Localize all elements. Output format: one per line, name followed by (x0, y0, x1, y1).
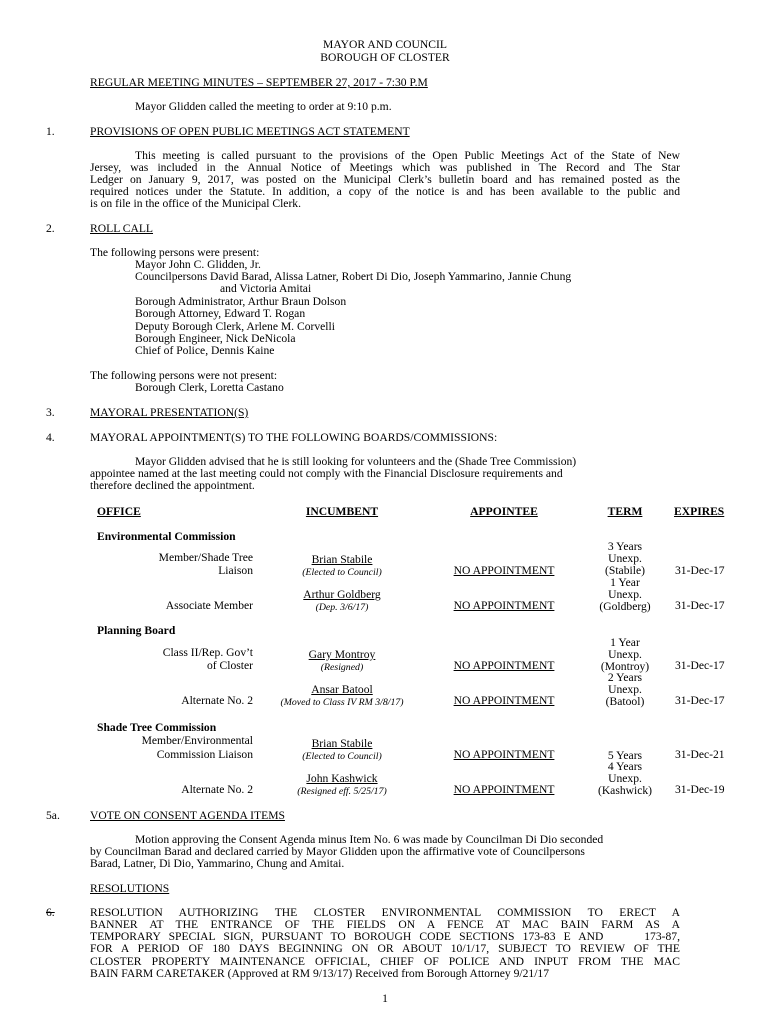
text-line: FOR A PERIOD OF 180 DAYS BEGINNING ON OR ABOUT 10/1/17, SUBJECT TO REVIEW OF THE (90, 942, 680, 955)
group-heading: Shade Tree Commission (97, 721, 217, 734)
attendee: Deputy Borough Clerk, Arlene M. Corvelli (135, 320, 335, 333)
office-cell: of Closter (206, 659, 253, 672)
expires-cell: 31-Dec-17 (675, 599, 725, 612)
text-line: Ledger on January 9, 2017, was posted on the Municipal Clerk’s bulletin board and has remained posted as the (90, 173, 680, 186)
term-cell: (Stabile) (605, 564, 645, 577)
section-number: 1. (46, 125, 55, 138)
text-line: Motion approving the Consent Agenda minus Item No. 6 was made by Councilman Di Dio seconded (135, 833, 604, 846)
appointee-cell: NO APPOINTMENT (453, 659, 555, 672)
col-header-incumbent: INCUMBENT (305, 505, 379, 518)
text-line: Jersey, was included in the Annual Notice of Meetings which was published in The Record and The Star (90, 161, 680, 174)
term-cell: 2 Years (607, 671, 643, 684)
term-cell: 5 Years (607, 749, 643, 762)
incumbent-name: John Kashwick (306, 772, 378, 785)
office-cell: Member/Environmental (141, 734, 253, 747)
incumbent-note: (Moved to Class IV RM 3/8/17) (280, 697, 404, 708)
appointee-cell: NO APPOINTMENT (453, 783, 555, 796)
text-line: therefore declined the appointment. (90, 479, 255, 492)
term-cell: Unexp. (608, 683, 642, 696)
attendee: Borough Attorney, Edward T. Rogan (135, 307, 306, 320)
expires-cell: 31-Dec-17 (675, 694, 725, 707)
text-line: This meeting is called pursuant to the provisions of the Open Public Meetings Act of the State of New (135, 149, 680, 162)
office-cell: Alternate No. 2 (181, 694, 253, 707)
term-cell: 1 Year (610, 636, 640, 649)
appointee-cell: NO APPOINTMENT (453, 694, 555, 707)
term-cell: 1 Year (610, 576, 640, 589)
text-line: Barad, Latner, Di Dio, Yammarino, Chung and Amitai. (90, 857, 345, 870)
call-to-order: Mayor Glidden called the meeting to order at 9:10 p.m. (135, 100, 392, 113)
office-cell: Liaison (218, 564, 253, 577)
section-number: 2. (46, 222, 55, 235)
incumbent-name: Arthur Goldberg (303, 588, 381, 601)
term-cell: (Montroy) (600, 660, 650, 673)
col-header-office: OFFICE (97, 505, 141, 518)
incumbent-note: (Resigned eff. 5/25/17) (297, 786, 387, 797)
section-heading: PROVISIONS OF OPEN PUBLIC MEETINGS ACT STATEMENT (90, 125, 410, 138)
section-heading: MAYORAL PRESENTATION(S) (90, 406, 249, 419)
attendee: Councilpersons David Barad, Alissa Latner, Robert Di Dio, Joseph Yammarino, Jannie Chung (135, 270, 572, 283)
attendee: and Victoria Amitai (220, 282, 312, 295)
term-cell: 4 Years (607, 760, 643, 773)
text-line: TEMPORARY SPECIAL SIGN, PURSUANT TO BOROUGH CODE SECTIONS 173-83 E AND 173-87, (90, 930, 680, 943)
incumbent-name: Brian Stabile (311, 553, 373, 566)
appointee-cell: NO APPOINTMENT (453, 564, 555, 577)
incumbent-name: Gary Montroy (308, 648, 376, 661)
term-cell: (Batool) (605, 695, 645, 708)
incumbent-note: (Dep. 3/6/17) (315, 602, 369, 613)
text-line: is on file in the office of the Municipal Clerk. (90, 197, 301, 210)
meeting-heading: REGULAR MEETING MINUTES – SEPTEMBER 27, 2017 - 7:30 P.M (90, 76, 428, 89)
incumbent-name: Brian Stabile (311, 737, 373, 750)
text-line: required notices under the Statute. In addition, a copy of the notice is and has been available to the public and (90, 185, 680, 198)
text-line: BAIN FARM CARETAKER (Approved at RM 9/13/17) Received from Borough Attorney 9/21/17 (90, 967, 550, 980)
office-cell: Class II/Rep. Gov’t (162, 646, 253, 659)
expires-cell: 31-Dec-21 (675, 748, 725, 761)
incumbent-note: (Elected to Council) (302, 567, 382, 578)
page-number: 1 (382, 992, 388, 1005)
section-heading: ROLL CALL (90, 222, 154, 235)
term-cell: Unexp. (608, 648, 642, 661)
text-line: appointee named at the last meeting could not comply with the Financial Disclosure requirements and (90, 467, 563, 480)
term-cell: (Kashwick) (597, 784, 653, 797)
section-heading: VOTE ON CONSENT AGENDA ITEMS (90, 809, 285, 822)
col-header-term: TERM (607, 505, 643, 518)
col-header-expires: EXPIRES (674, 505, 725, 518)
appointee-cell: NO APPOINTMENT (453, 599, 555, 612)
incumbent-note: (Resigned) (320, 662, 364, 673)
office-cell: Alternate No. 2 (181, 783, 253, 796)
expires-cell: 31-Dec-19 (675, 783, 725, 796)
col-header-appointee: APPOINTEE (470, 505, 538, 518)
expires-cell: 31-Dec-17 (675, 659, 725, 672)
present-intro: The following persons were present: (90, 246, 260, 259)
attendee: Borough Engineer, Nick DeNicola (135, 332, 296, 345)
section-heading: MAYORAL APPOINTMENT(S) TO THE FOLLOWING BOARDS/COMMISSIONS: (90, 431, 498, 444)
appointee-cell: NO APPOINTMENT (453, 748, 555, 761)
title-line-2: BOROUGH OF CLOSTER (320, 51, 450, 64)
absent-intro: The following persons were not present: (90, 369, 278, 382)
text-line: RESOLUTION AUTHORIZING THE CLOSTER ENVIRONMENTAL COMMISSION TO ERECT A (90, 906, 680, 919)
office-cell: Associate Member (165, 599, 253, 612)
text-line: Mayor Glidden advised that he is still looking for volunteers and the (Shade Tree Commission) (135, 455, 577, 468)
section-number: 3. (46, 406, 55, 419)
section-number: 5a. (46, 809, 60, 822)
term-cell: Unexp. (608, 552, 642, 565)
incumbent-note: (Elected to Council) (302, 751, 382, 762)
resolutions-heading: RESOLUTIONS (90, 882, 170, 895)
attendee: Chief of Police, Dennis Kaine (135, 344, 275, 357)
group-heading: Planning Board (97, 624, 176, 637)
attendee: Mayor John C. Glidden, Jr. (135, 258, 261, 271)
term-cell: 3 Years (607, 540, 643, 553)
section-number: 4. (46, 431, 55, 444)
text-line: CLOSTER PROPERTY MAINTENANCE OFFICIAL, CHIEF OF POLICE AND INPUT FROM THE MAC (90, 955, 680, 968)
absentee: Borough Clerk, Loretta Castano (135, 381, 284, 394)
group-heading: Environmental Commission (97, 530, 236, 543)
term-cell: Unexp. (608, 588, 642, 601)
attendee: Borough Administrator, Arthur Braun Dolson (135, 295, 347, 308)
office-cell: Commission Liaison (156, 748, 253, 761)
section-number: 6. (46, 906, 55, 919)
incumbent-name: Ansar Batool (311, 683, 373, 696)
office-cell: Member/Shade Tree (158, 551, 253, 564)
title-line-1: MAYOR AND COUNCIL (323, 38, 447, 51)
text-line: BANNER AT THE ENTRANCE OF THE FIELDS ON A FENCE AT MAC BAIN FARM AS A (90, 918, 680, 931)
term-cell: (Goldberg) (599, 600, 651, 613)
text-line: by Councilman Barad and declared carried by Mayor Glidden upon the affirmative vote of Councilpersons (90, 845, 585, 858)
term-cell: Unexp. (608, 772, 642, 785)
expires-cell: 31-Dec-17 (675, 564, 725, 577)
